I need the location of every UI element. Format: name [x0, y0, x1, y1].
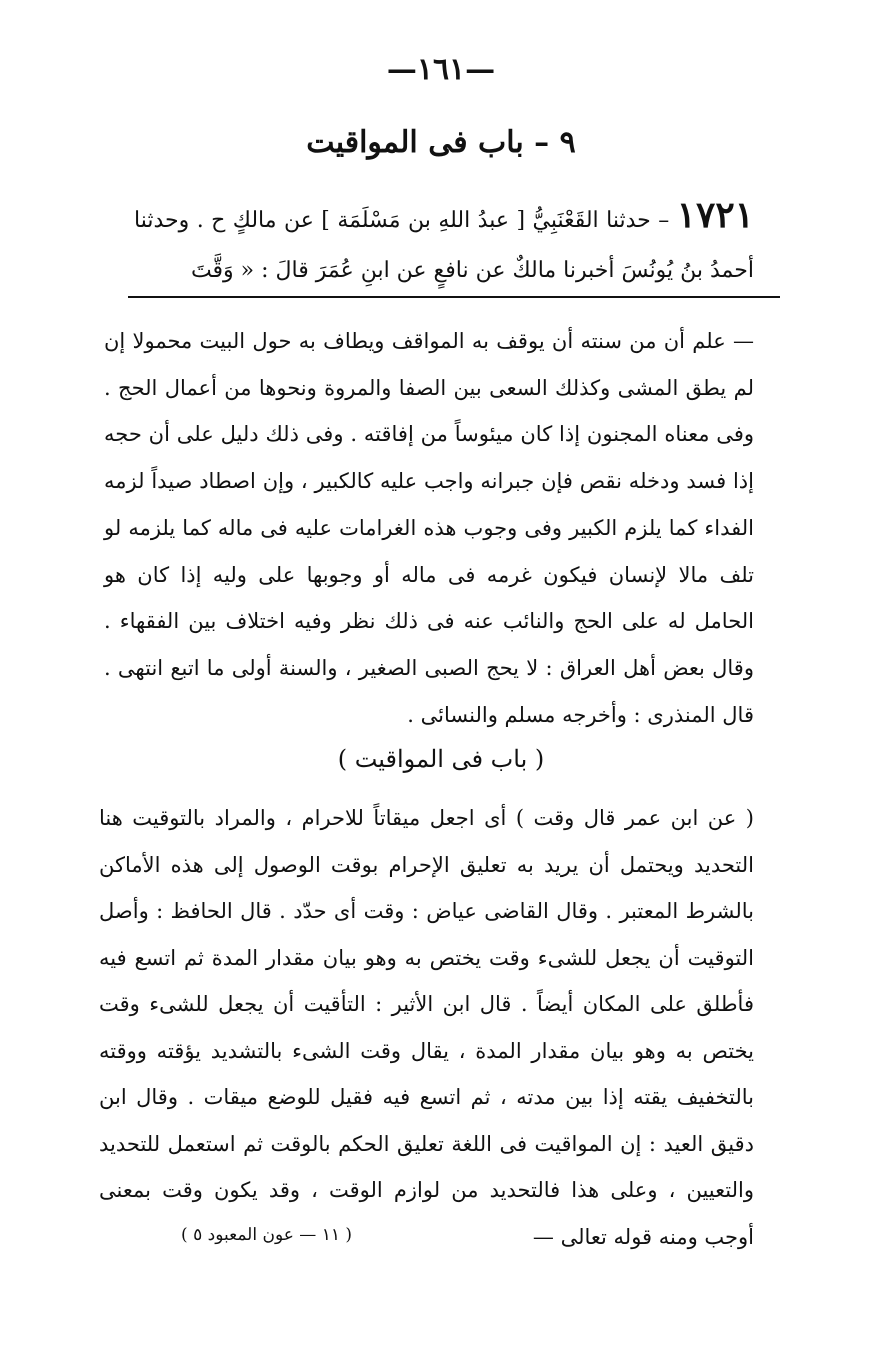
hadith-text-block: [134, 190, 754, 296]
page-number: —١٦١—: [386, 52, 496, 87]
commentary-continuation: — علم أن من سنته أن يوقف به المواقف ويطاف به حول البيت محمولا إن لم يطق المشى وكذلك السعى بين الصفا والمروة ونحوها من أعمال الحج . وفى معناه المجنون إذا كان ميئوساً من إفاقته . وفى ذلك دليل على أن حجه إذا فسد ودخله نقص فإن جبرانه واجب عليه كالكبير ، وإن اصطاد صيداً لزمه الفداء كما يلزم الكبير وفى وجوب هذه الغرامات عليه فى ماله كما يلزمه لو تلف مالا لإنسان فيكون غرمه فى ماله أو وجوبها على وليه إذا كان هو الحامل له على الحج والنائب عنه فى ذلك نظر وفيه اختلاف بين الفقهاء . وقال بعض أهل العراق : لا يحج الصبى الصغير ، والسنة أولى ما اتبع انتهى . قال المنذرى : وأخرجه مسلم والنسائى .: [104, 329, 754, 727]
hadith-number: ١٧٢١: [676, 194, 755, 236]
footer-signature: ( ١١ — عون المعبود ٥ ): [181, 1225, 352, 1245]
hadith-text: – حدثنا القَعْنَبِيُّ [ عبدُ اللهِ بن مَسْلَمَة ] عن مالكٍ ح . وحدثنا أحمدُ بنُ يُونُسَ أخبرنا مالكٌ عن نافعٍ عن ابنِ عُمَرَ قالَ : « وَقَّتَ: [134, 208, 754, 283]
chapter-title: ٩ – باب فى المواقيت: [306, 125, 576, 160]
separator-rule: [128, 296, 780, 298]
commentary-main: ( عن ابن عمر قال وقت ) أى اجعل ميقاتاً للاحرام ، والمراد بالتوقيت هنا التحديد ويحتمل أن يريد به تعليق الإحرام بوقت الوصول إلى هذه الأماكن بالشرط المعتبر . وقال القاضى عياض : وقت أى حدّد . قال الحافظ : وأصل التوقيت أن يجعل للشىء وقت يختص به وهو بيان مقدار المدة ثم اتسع فيه فأطلق على المكان أيضاً . قال ابن الأثير : التأقيت أن يجعل للشىء وقت يختص به وهو بيان مقدار المدة ، يقال وقت الشىء بالتشديد يؤقته ووقته بالتخفيف يقته إذا بين مدته ، ثم اتسع فيه فقيل للوضع ميقات . وقال ابن دقيق العيد : إن المواقيت فى اللغة تعليق الحكم بالوقت ثم استعمل للتحديد والتعيين ، وعلى هذا فالتحديد من لوازم الوقت ، وقد يكون وقت بمعنى أوجب ومنه قوله تعالى —: [99, 806, 754, 1249]
section-heading: ( باب فى المواقيت ): [337, 745, 545, 773]
